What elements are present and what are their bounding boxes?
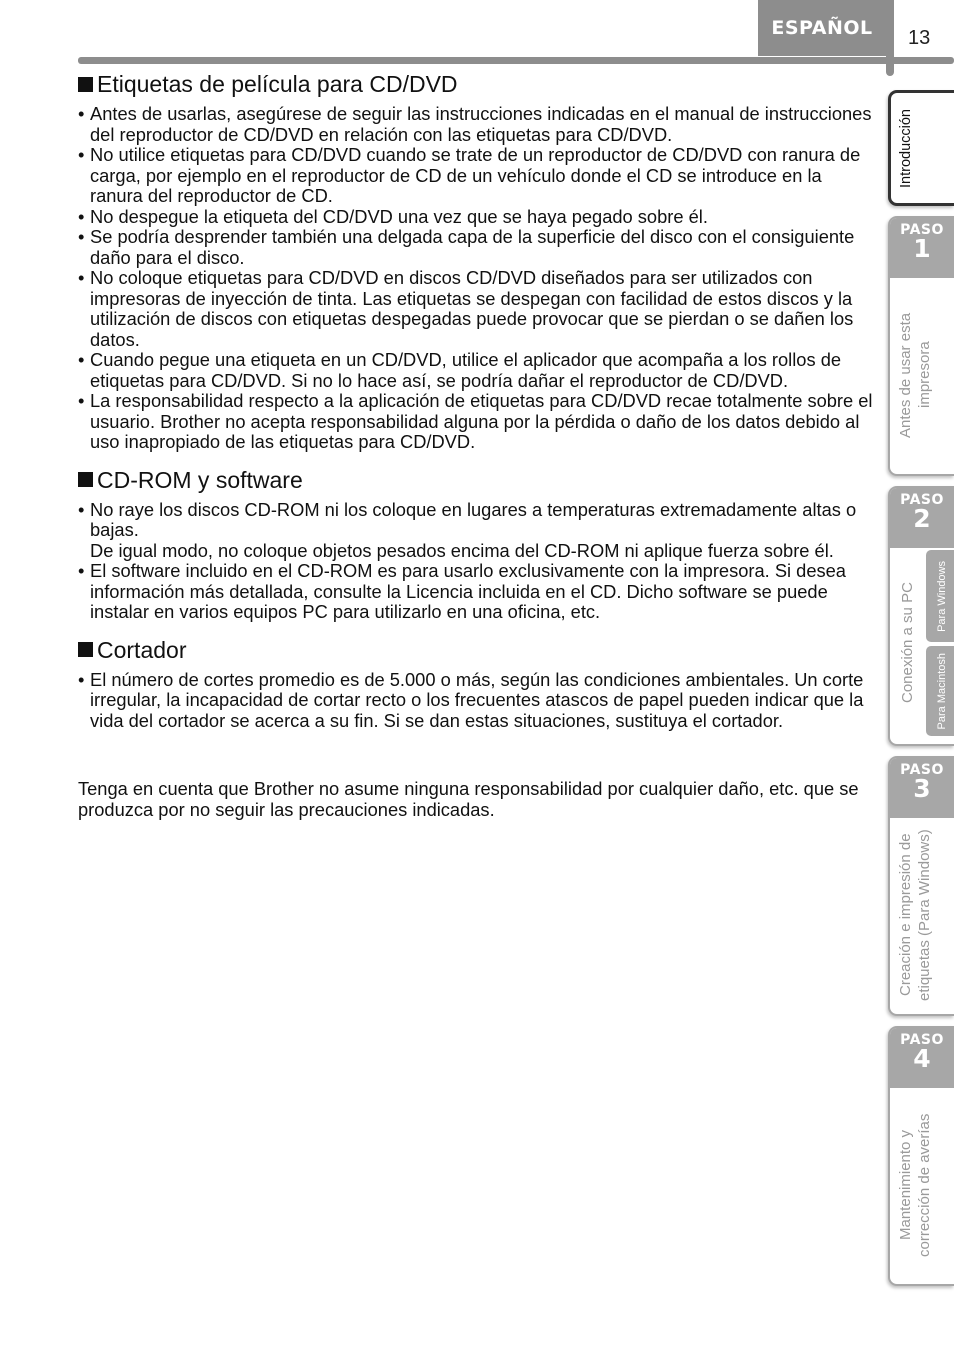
language-label: ESPAÑOL bbox=[758, 0, 886, 56]
paso-label: PASO bbox=[900, 222, 944, 238]
list-item: • Antes de usarlas, asegúrese de seguir las instrucciones indicadas en el manual de instrucciones del reproductor de CD/DVD en relación con las etiquetas para CD/DVD. bbox=[78, 103, 872, 145]
square-bullet-icon bbox=[78, 472, 93, 487]
section-title: CD-ROM y software bbox=[97, 466, 303, 493]
list-item: • No coloque etiquetas para CD/DVD en discos CD/DVD diseñados para ser utilizados con impresoras de inyección de tinta. Las etiquetas se despegan con facilidad de estos discos y la utilización de discos con etiquetas despegadas puede provocar que se pierdan o se dañen los datos. bbox=[78, 267, 854, 350]
list-item: • Se podría desprender también una delgada capa de la superficie del disco con el consiguiente daño para el disco. bbox=[78, 226, 855, 268]
bullet-list bbox=[78, 104, 873, 453]
square-bullet-icon bbox=[78, 77, 93, 92]
tab-introduccion[interactable] bbox=[888, 90, 954, 206]
paso-number: 1 bbox=[913, 234, 931, 263]
section-title: Etiquetas de película para CD/DVD bbox=[97, 71, 458, 97]
page-number: 13 bbox=[908, 27, 931, 49]
list-item: • La responsabilidad respecto a la aplicación de etiquetas para CD/DVD recae totalmente sobre el usuario. Brother no acepta responsabilidad alguna por la pérdida o daño de los datos debido al uso inapropiado de las etiquetas para CD/DVD. bbox=[78, 390, 873, 452]
list-item: • No utilice etiquetas para CD/DVD cuando se trate de un reproductor de CD/DVD con ranura de carga, por ejemplo en el reproductor de CD de un vehículo donde el CD se introduce en la ranura del reproductor de CD. bbox=[78, 144, 861, 206]
tab-paso-1[interactable] bbox=[888, 216, 954, 476]
sub-tab-macintosh[interactable]: Para Macintosh bbox=[926, 646, 954, 736]
list-item: • No despegue la etiqueta del CD/DVD una vez que se haya pegado sobre él. bbox=[78, 205, 708, 227]
section-cd-rom-software bbox=[78, 466, 873, 623]
tab-label: Introducción bbox=[898, 109, 914, 189]
section-cd-dvd-labels bbox=[78, 70, 873, 453]
tab-paso-4[interactable] bbox=[888, 1026, 954, 1286]
tab-label: Creación e impresión de etiquetas (Para Windows) bbox=[897, 829, 933, 1001]
tab-label: Mantenimiento y corrección de averías bbox=[897, 1113, 933, 1257]
list-item: • El software incluido en el CD-ROM es para usarlo exclusivamente con la impresora. Si desea información más detallada, consulte la Licencia incluida en el CD. Dicho software se puede instalar en varios equipos PC para utilizarlo en una oficina, etc. bbox=[78, 560, 846, 622]
paso-label: PASO bbox=[900, 1032, 944, 1048]
list-item-continuation: De igual modo, no coloque objetos pesados encima del CD-ROM ni aplique fuerza sobre él. bbox=[90, 539, 834, 561]
section-title: Cortador bbox=[97, 636, 187, 663]
tab-paso-2[interactable] bbox=[888, 486, 954, 746]
paso-number: 3 bbox=[913, 774, 931, 803]
list-item: • Cuando pegue una etiqueta en un CD/DVD, utilice el aplicador que acompaña a los rollos de etiquetas para CD/DVD. Si no lo hace así, se podría dañar el reproductor de CD/DVD. bbox=[78, 349, 842, 391]
disclaimer-note: Tenga en cuenta que Brother no asume ninguna responsabilidad por cualquier daño, etc. que se produzca por no seguir las precauciones indicadas. bbox=[78, 778, 859, 820]
paso-number: 2 bbox=[913, 504, 931, 533]
list-item: • El número de cortes promedio es de 5.000 o más, según las condiciones ambientales. Un corte irregular, la incapacidad de cortar recto o los frecuentes atascos de papel pueden indicar que la vida del cortador se acerca a su fin. Si se dan estas situaciones, sustituya el cortador. bbox=[78, 668, 864, 731]
bullet-list bbox=[78, 670, 873, 732]
paso-label: PASO bbox=[900, 762, 944, 778]
paso-label: PASO bbox=[900, 492, 944, 508]
tab-label: Conexión a su PC bbox=[899, 582, 916, 704]
header-divider-vertical bbox=[886, 0, 894, 76]
sub-tab-windows[interactable]: Para Windows bbox=[926, 550, 954, 642]
section-cutter bbox=[78, 636, 873, 732]
bullet-list bbox=[78, 500, 873, 623]
tab-paso-3[interactable] bbox=[888, 756, 954, 1016]
header-rule bbox=[78, 57, 954, 64]
list-item: • No raye los discos CD-ROM ni los coloque en lugares a temperaturas extremadamente altas o bajas. De igual modo, no coloque objetos pesados encima del CD-ROM ni aplique fuerza sobre él. bbox=[78, 498, 857, 561]
main-content bbox=[78, 70, 873, 838]
square-bullet-icon bbox=[78, 642, 93, 657]
paso-number: 4 bbox=[913, 1044, 931, 1073]
tab-label: Antes de usar esta impresora bbox=[897, 312, 933, 438]
